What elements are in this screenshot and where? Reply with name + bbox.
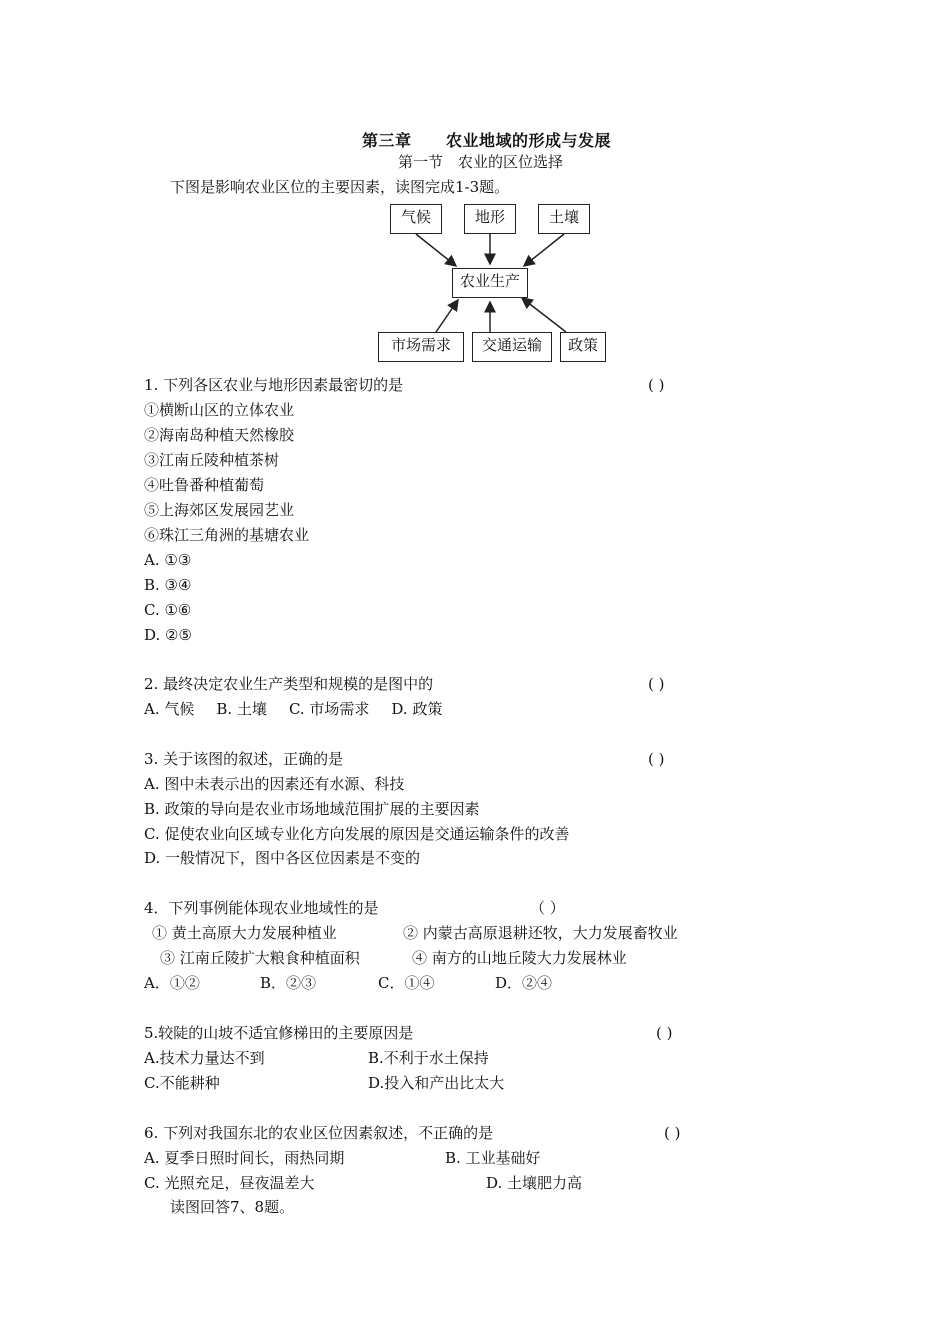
- q4-item-2: ② 内蒙古高原退耕还牧，大力发展畜牧业: [403, 924, 678, 942]
- q2-options: [144, 699, 442, 719]
- arrow-policy: [522, 298, 566, 332]
- q2-answer-paren: ( ): [648, 675, 665, 693]
- q4-option-a: A．①②: [144, 974, 200, 992]
- arrow-soil: [524, 234, 564, 266]
- q5-option-d: D.投入和产出比太大: [368, 1074, 505, 1092]
- q3-option-c: C. 促使农业向区域专业化方向发展的原因是交通运输条件的改善: [144, 825, 570, 843]
- q2-stem: 2. 最终决定农业生产类型和规模的是图中的: [144, 675, 434, 693]
- q1-item-5: ⑤上海郊区发展园艺业: [144, 501, 295, 519]
- box-terrain: 地形: [464, 204, 516, 234]
- q1-item-6: ⑥珠江三角洲的基塘农业: [144, 526, 310, 544]
- q5-stem: 5.较陡的山坡不适宜修梯田的主要原因是: [144, 1024, 414, 1042]
- q4-item-1: ① 黄土高原大力发展种植业: [152, 924, 337, 942]
- q6-option-c: C. 光照充足，昼夜温差大: [144, 1174, 315, 1192]
- box-policy: 政策: [560, 332, 606, 362]
- chapter-title: 农业地域的形成与发展: [446, 131, 612, 150]
- q1-stem: 1. 下列各区农业与地形因素最密切的是: [144, 376, 404, 394]
- box-soil: 土壤: [538, 204, 590, 234]
- q3-answer-paren: ( ): [648, 750, 665, 768]
- q2-option-d: D. 政策: [391, 700, 443, 718]
- chapter-number: 第三章: [362, 131, 412, 150]
- q2-option-c: C. 市场需求: [288, 700, 370, 718]
- q5-option-b: B.不利于水土保持: [368, 1049, 489, 1067]
- q1-option-d: D. ②⑤: [144, 626, 192, 644]
- q5-option-c: C.不能耕种: [144, 1074, 220, 1092]
- section-title: 第一节 农业的区位选择: [398, 153, 564, 171]
- q1-option-b: B. ③④: [144, 576, 192, 594]
- q5-option-a: A.技术力量达不到: [144, 1049, 265, 1067]
- next-instruction: 读图回答7、8题。: [170, 1198, 295, 1216]
- arrow-market: [436, 300, 458, 332]
- q3-stem: 3. 关于该图的叙述，正确的是: [144, 750, 344, 768]
- box-climate: 气候: [390, 204, 442, 234]
- q4-answer-paren: （ ）: [530, 899, 565, 917]
- intro-text: 下图是影响农业区位的主要因素，读图完成1-3题。: [170, 178, 510, 196]
- box-agriculture: 农业生产: [452, 268, 528, 298]
- q2-option-a: A. 气候: [144, 700, 195, 718]
- q4-stem: 4．下列事例能体现农业地域性的是: [144, 899, 379, 917]
- q4-option-c: C．①④: [378, 974, 435, 992]
- q1-item-1: ①横断山区的立体农业: [144, 401, 295, 419]
- q5-answer-paren: ( ): [656, 1024, 673, 1042]
- q3-option-d: D. 一般情况下，图中各区位因素是不变的: [144, 849, 421, 867]
- q6-stem: 6. 下列对我国东北的农业区位因素叙述，不正确的是: [144, 1124, 494, 1142]
- q3-option-b: B. 政策的导向是农业市场地域范围扩展的主要因素: [144, 800, 480, 818]
- q3-option-a: A. 图中未表示出的因素还有水源、科技: [144, 775, 405, 793]
- q2-option-b: B. 土壤: [216, 700, 267, 718]
- q1-item-4: ④吐鲁番种植葡萄: [144, 476, 265, 494]
- q6-answer-paren: ( ): [664, 1124, 681, 1142]
- q4-option-d: D．②④: [495, 974, 553, 992]
- q1-option-a: A. ①③: [144, 551, 192, 569]
- q1-answer-paren: ( ): [648, 376, 665, 394]
- q4-item-3: ③ 江南丘陵扩大粮食种植面积: [160, 949, 360, 967]
- q1-item-2: ②海南岛种植天然橡胶: [144, 426, 295, 444]
- q4-option-b: B．②③: [260, 974, 317, 992]
- q4-item-4: ④ 南方的山地丘陵大力发展林业: [412, 949, 627, 967]
- factor-diagram: [376, 200, 616, 368]
- q1-option-c: C. ①⑥: [144, 601, 192, 619]
- q1-item-3: ③江南丘陵种植茶树: [144, 451, 280, 469]
- q6-option-b: B. 工业基础好: [445, 1149, 541, 1167]
- q6-option-d: D. 土壤肥力高: [486, 1174, 583, 1192]
- q6-option-a: A. 夏季日照时间长，雨热同期: [144, 1149, 345, 1167]
- box-transport: 交通运输: [472, 332, 552, 362]
- arrow-climate: [416, 234, 456, 266]
- box-market: 市场需求: [378, 332, 464, 362]
